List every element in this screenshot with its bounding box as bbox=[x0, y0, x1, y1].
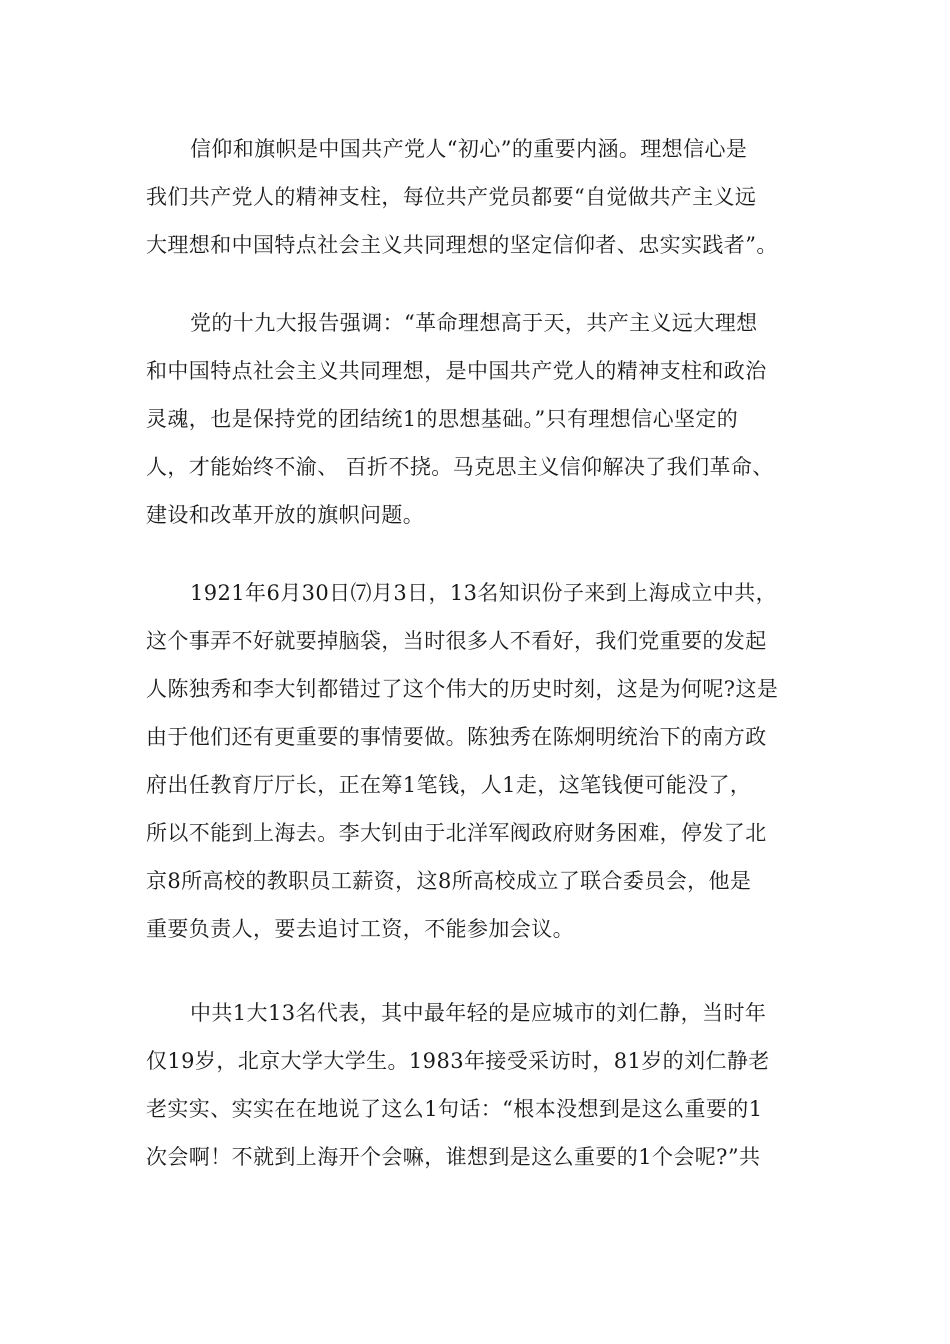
text-line: 府出任教育厅厅长，正在筹1笔钱，人1走，这笔钱便可能没了， bbox=[146, 773, 752, 797]
text-line: 老实实、实实在在地说了这么1句话：“根本没想到是这么重要的1 bbox=[146, 1097, 763, 1121]
text-line: 建设和改革开放的旗帜问题。 bbox=[146, 503, 425, 527]
text-line: 1921年6月30日⑺月3日，13名知识份子来到上海成立中共， bbox=[190, 581, 778, 605]
text-line: 人，才能始终不渝、 百折不挠。马克思主义信仰解决了我们革命、 bbox=[146, 455, 774, 479]
text-line: 人陈独秀和李大钊都错过了这个伟大的历史时刻，这是为何呢?这是 bbox=[146, 677, 779, 701]
text-line: 仅19岁，北京大学大学生。1983年接受采访时，81岁的刘仁静老 bbox=[146, 1049, 770, 1073]
text-line: 信仰和旗帜是中国共产党人“初心”的重要内涵。理想信心是 bbox=[190, 137, 748, 161]
text-line: 和中国特点社会主义共同理想，是中国共产党人的精神支柱和政治 bbox=[146, 359, 767, 383]
text-line: 党的十九大报告强调：“革命理想高于天，共产主义远大理想 bbox=[190, 311, 758, 335]
text-line: 中共1大13名代表，其中最年轻的是应城市的刘仁静，当时年 bbox=[190, 1001, 767, 1025]
text-line: 大理想和中国特点社会主义共同理想的坚定信仰者、忠实实践者”。 bbox=[146, 233, 778, 257]
text-line: 我们共产党人的精神支柱，每位共产党员都要“自觉做共产主义远 bbox=[146, 185, 757, 209]
text-line: 所以不能到上海去。李大钊由于北洋军阀政府财务困难，停发了北 bbox=[146, 821, 767, 845]
text-line: 由于他们还有更重要的事情要做。陈独秀在陈炯明统治下的南方政 bbox=[146, 725, 767, 749]
text-line: 重要负责人，要去追讨工资，不能参加会议。 bbox=[146, 917, 574, 941]
text-line: 这个事弄不好就要掉脑袋，当时很多人不看好，我们党重要的发起 bbox=[146, 629, 767, 653]
text-line: 次会啊！不就到上海开个会嘛，谁想到是这么重要的1个会呢?”共 bbox=[146, 1145, 761, 1169]
text-line: 灵魂，也是保持党的团结统1的思想基础。”只有理想信心坚定的 bbox=[146, 407, 739, 431]
text-line: 京8所高校的教职员工薪资，这8所高校成立了联合委员会，他是 bbox=[146, 869, 752, 893]
